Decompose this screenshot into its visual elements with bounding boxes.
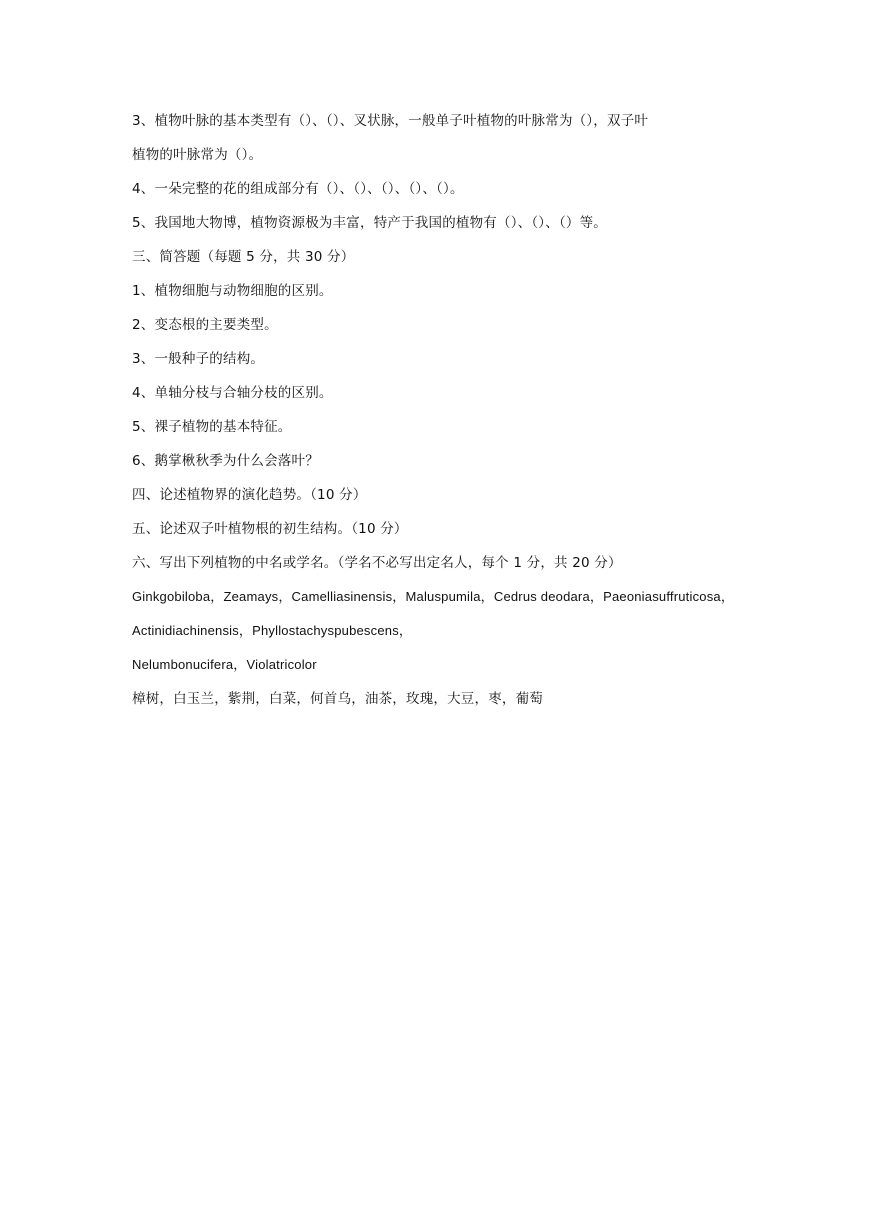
latin-names-line-3: Nelumbonucifera，Violatricolor: [132, 657, 317, 672]
document-body: [132, 110, 752, 722]
short-answer-item-4: 4、单轴分枝与合轴分枝的区别。: [132, 385, 333, 401]
question-3-line-1: 3、植物叶脉的基本类型有（）、（）、叉状脉，一般单子叶植物的叶脉常为（），双子叶: [132, 113, 649, 129]
question-5: 5、我国地大物博，植物资源极为丰富，特产于我国的植物有（）、（）、（）等。: [132, 215, 607, 231]
short-answer-item-2: 2、变态根的主要类型。: [132, 317, 278, 333]
section-3-heading: 三、简答题（每题 5 分，共 30 分）: [132, 249, 355, 265]
short-answer-item-5: 5、裸子植物的基本特征。: [132, 419, 292, 435]
section-5-heading: 五、论述双子叶植物根的初生结构。（10 分）: [132, 521, 408, 537]
section-4-heading: 四、论述植物界的演化趋势。（10 分）: [132, 487, 367, 503]
section-6-heading: 六、写出下列植物的中名或学名。（学名不必写出定名人，每个 1 分，共 20 分）: [132, 555, 622, 571]
short-answer-item-3: 3、一般种子的结构。: [132, 351, 265, 367]
question-4: 4、一朵完整的花的组成部分有（）、（）、（）、（）、（）。: [132, 181, 464, 197]
question-3-line-2: 植物的叶脉常为（）。: [132, 147, 263, 163]
chinese-names-line: 樟树，白玉兰，紫荆，白菜，何首乌，油茶，玫瑰，大豆，枣，葡萄: [132, 691, 543, 707]
short-answer-item-6: 6、鹅掌楸秋季为什么会落叶？: [132, 453, 319, 469]
latin-names-line-2: Actinidiachinensis，Phyllostachyspubescens，: [132, 623, 413, 638]
latin-names-line-1: Ginkgobiloba，Zeamays，Camelliasinensis，Maluspumila，Cedrus deodara，Paeoniasuffruticosa，: [132, 589, 735, 604]
short-answer-item-1: 1、植物细胞与动物细胞的区别。: [132, 283, 333, 299]
